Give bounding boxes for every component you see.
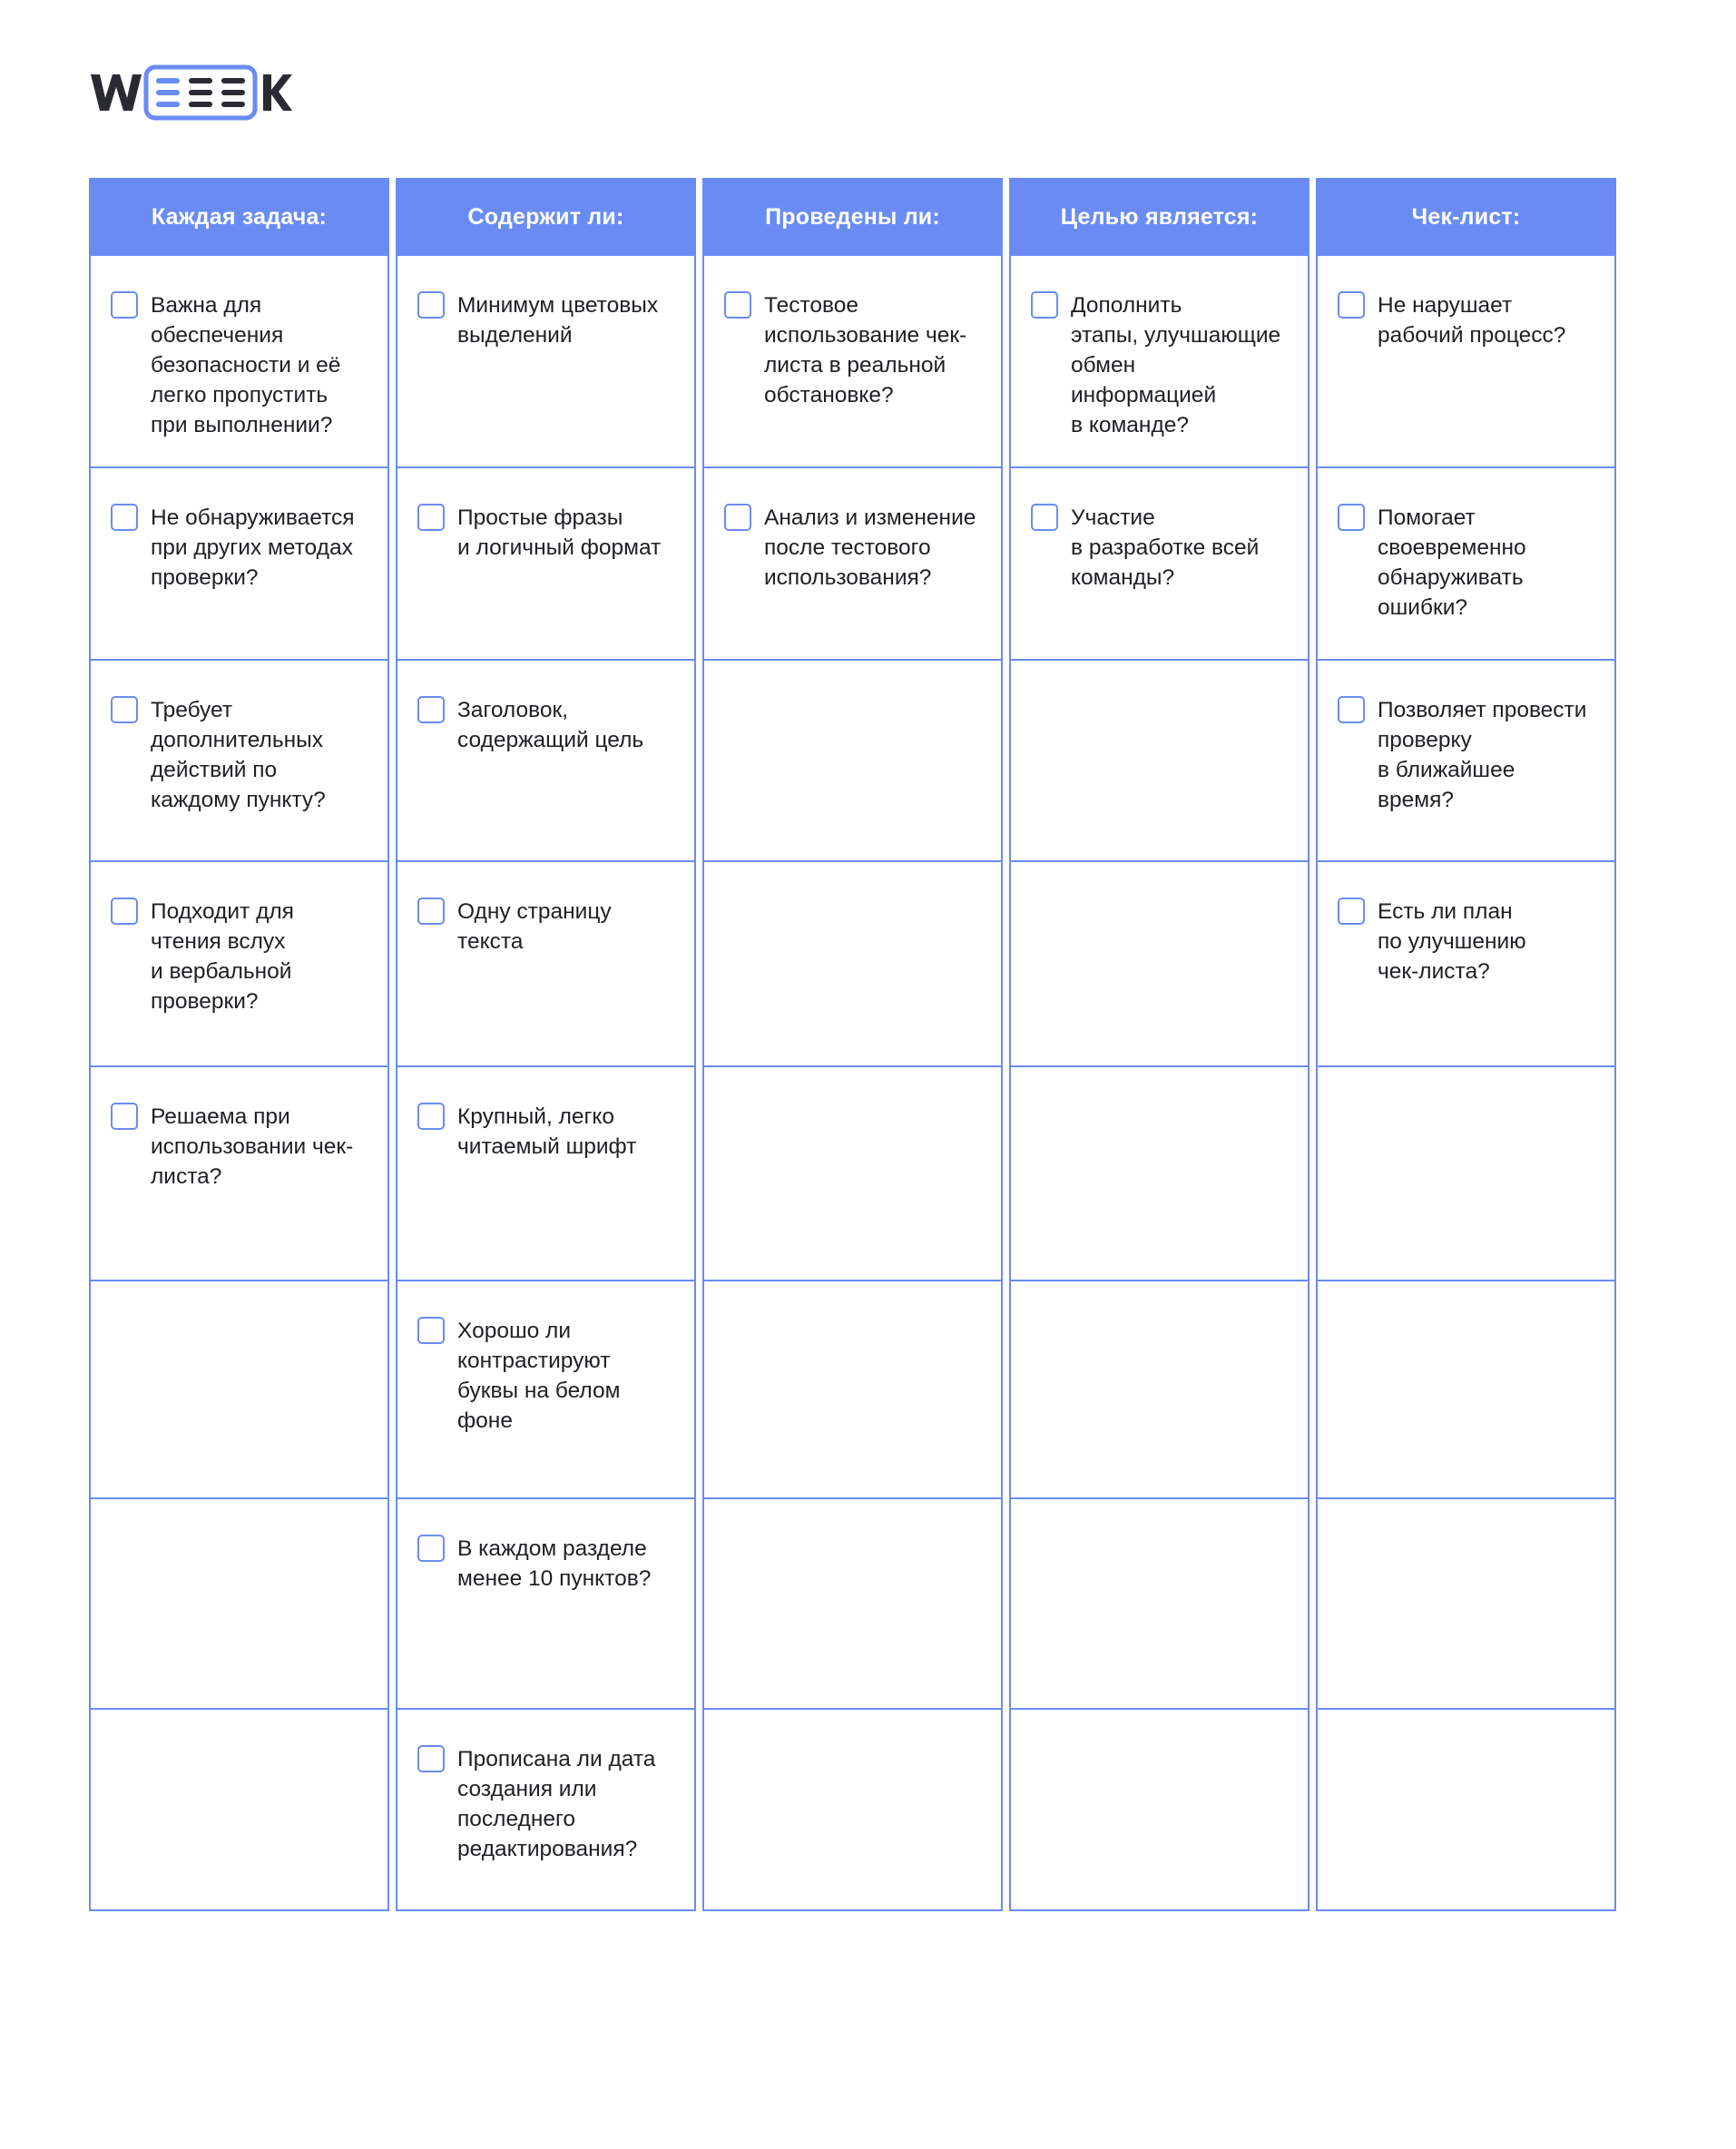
checklist-cell [396, 1710, 696, 1911]
checklist-cell [702, 862, 1003, 1067]
checklist-cell [1316, 468, 1616, 661]
checklist-cell [702, 1710, 1003, 1911]
checklist-cell [1009, 468, 1309, 661]
checklist-item-text: Позволяет провести проверку в ближайшее время? [1378, 698, 1587, 812]
checklist-item-text: Участие в разработке всей команды? [1071, 505, 1260, 590]
checklist-cell [396, 1281, 696, 1499]
checklist-cell [89, 256, 389, 468]
checklist-cell [396, 256, 696, 468]
checklist-cell [1316, 1281, 1616, 1499]
checklist-column [1009, 178, 1309, 1911]
checklist-item-text: Минимум цветовых выделений [457, 293, 659, 348]
checklist-cell [1316, 1499, 1616, 1710]
checkbox[interactable] [417, 291, 445, 319]
checklist-item-text: Требует дополнительных действий по каждому пункту? [151, 698, 326, 812]
checklist-item-text: Прописана ли дата создания или последнего редактирования? [457, 1747, 656, 1861]
checklist-item-text: Не обнаруживается при других методах проверки? [151, 505, 355, 590]
checkbox[interactable] [724, 504, 751, 531]
checklist-cell [396, 468, 696, 661]
column-header: Содержит ли: [396, 178, 696, 256]
checklist-column [702, 178, 1003, 1911]
checklist-item-text: Простые фразы и логичный формат [457, 505, 662, 560]
checklist-column [89, 178, 389, 1911]
checklist-cell [89, 1710, 389, 1911]
checklist-item-text: Крупный, легко читаемый шрифт [457, 1104, 637, 1159]
checkbox[interactable] [1031, 291, 1058, 319]
checklist-cell [89, 661, 389, 862]
checklist-cell [89, 862, 389, 1067]
checklist-cell [89, 1067, 389, 1281]
checkbox[interactable] [111, 291, 138, 319]
checkbox[interactable] [724, 291, 751, 319]
checklist-cell [1009, 1281, 1309, 1499]
checkbox[interactable] [417, 898, 445, 925]
column-header: Чек-лист: [1316, 178, 1616, 256]
checklist-cell [396, 1499, 696, 1710]
checklist-cell [702, 661, 1003, 862]
checklist-cell [1009, 1067, 1309, 1281]
checklist-cell [702, 1281, 1003, 1499]
checklist-item-text: Подходит для чтения вслух и вербальной проверки? [151, 899, 294, 1014]
checklist-cell [1316, 1710, 1616, 1911]
checklist-table [89, 178, 1616, 1911]
checklist-cell [1316, 256, 1616, 468]
checklist-item-text: Хорошо ли контрастируют буквы на белом фоне [457, 1319, 621, 1433]
checkbox[interactable] [1031, 504, 1058, 531]
weeek-logo-mark [89, 64, 292, 122]
checklist-item-text: Важна для обеспечения безопасности и её легко пропустить при выполнении? [151, 293, 341, 437]
checklist-cell [702, 1067, 1003, 1281]
checkbox[interactable] [1338, 898, 1365, 925]
column-header: Проведены ли: [702, 178, 1003, 256]
weeek-logo [89, 64, 292, 122]
checkbox[interactable] [417, 504, 445, 531]
checklist-item-text: Одну страницу текста [457, 899, 612, 954]
checkbox[interactable] [111, 504, 138, 531]
checkbox[interactable] [417, 1745, 445, 1772]
checklist-cell [89, 468, 389, 661]
checklist-cell [702, 1499, 1003, 1710]
checklist-cell [1316, 862, 1616, 1067]
checkbox[interactable] [111, 696, 138, 723]
checklist-cell [89, 1281, 389, 1499]
checklist-cell [396, 661, 696, 862]
checklist-cell [1009, 256, 1309, 468]
checklist-column [396, 178, 696, 1911]
checklist-cell [1009, 862, 1309, 1067]
checklist-cell [396, 1067, 696, 1281]
checklist-item-text: Тестовое использование чек- листа в реальной обстановке? [764, 293, 967, 407]
column-header: Целью является: [1009, 178, 1309, 256]
checklist-cell [1316, 1067, 1616, 1281]
checklist-item-text: Решаема при использовании чек- листа? [151, 1104, 354, 1189]
checkbox[interactable] [417, 1103, 445, 1130]
checklist-cell [702, 468, 1003, 661]
checklist-cell [1009, 1499, 1309, 1710]
checklist-cell [1009, 661, 1309, 862]
checkbox[interactable] [1338, 291, 1365, 319]
checklist-item-text: В каждом разделе менее 10 пунктов? [457, 1536, 652, 1591]
checkbox[interactable] [417, 1535, 445, 1562]
checklist-cell [702, 256, 1003, 468]
checkbox[interactable] [1338, 504, 1365, 531]
checklist-column [1316, 178, 1616, 1911]
checklist-cell [89, 1499, 389, 1710]
checklist-item-text: Дополнить этапы, улучшающие обмен информацией в команде? [1071, 293, 1281, 437]
checklist-item-text: Анализ и изменение после тестового использования? [764, 505, 976, 590]
checklist-item-text: Не нарушает рабочий процесс? [1378, 293, 1566, 348]
checkbox[interactable] [417, 1317, 445, 1344]
checklist-item-text: Помогает своевременно обнаруживать ошибки? [1378, 505, 1526, 620]
checklist-cell [1316, 661, 1616, 862]
checklist-cell [1009, 1710, 1309, 1911]
checklist-cell [396, 862, 696, 1067]
checklist-item-text: Есть ли план по улучшению чек-листа? [1378, 899, 1526, 984]
checkbox[interactable] [111, 1103, 138, 1130]
checkbox[interactable] [1338, 696, 1365, 723]
checkbox[interactable] [417, 696, 445, 723]
checkbox[interactable] [111, 898, 138, 925]
checklist-item-text: Заголовок, содержащий цель [457, 698, 644, 752]
column-header: Каждая задача: [89, 178, 389, 256]
